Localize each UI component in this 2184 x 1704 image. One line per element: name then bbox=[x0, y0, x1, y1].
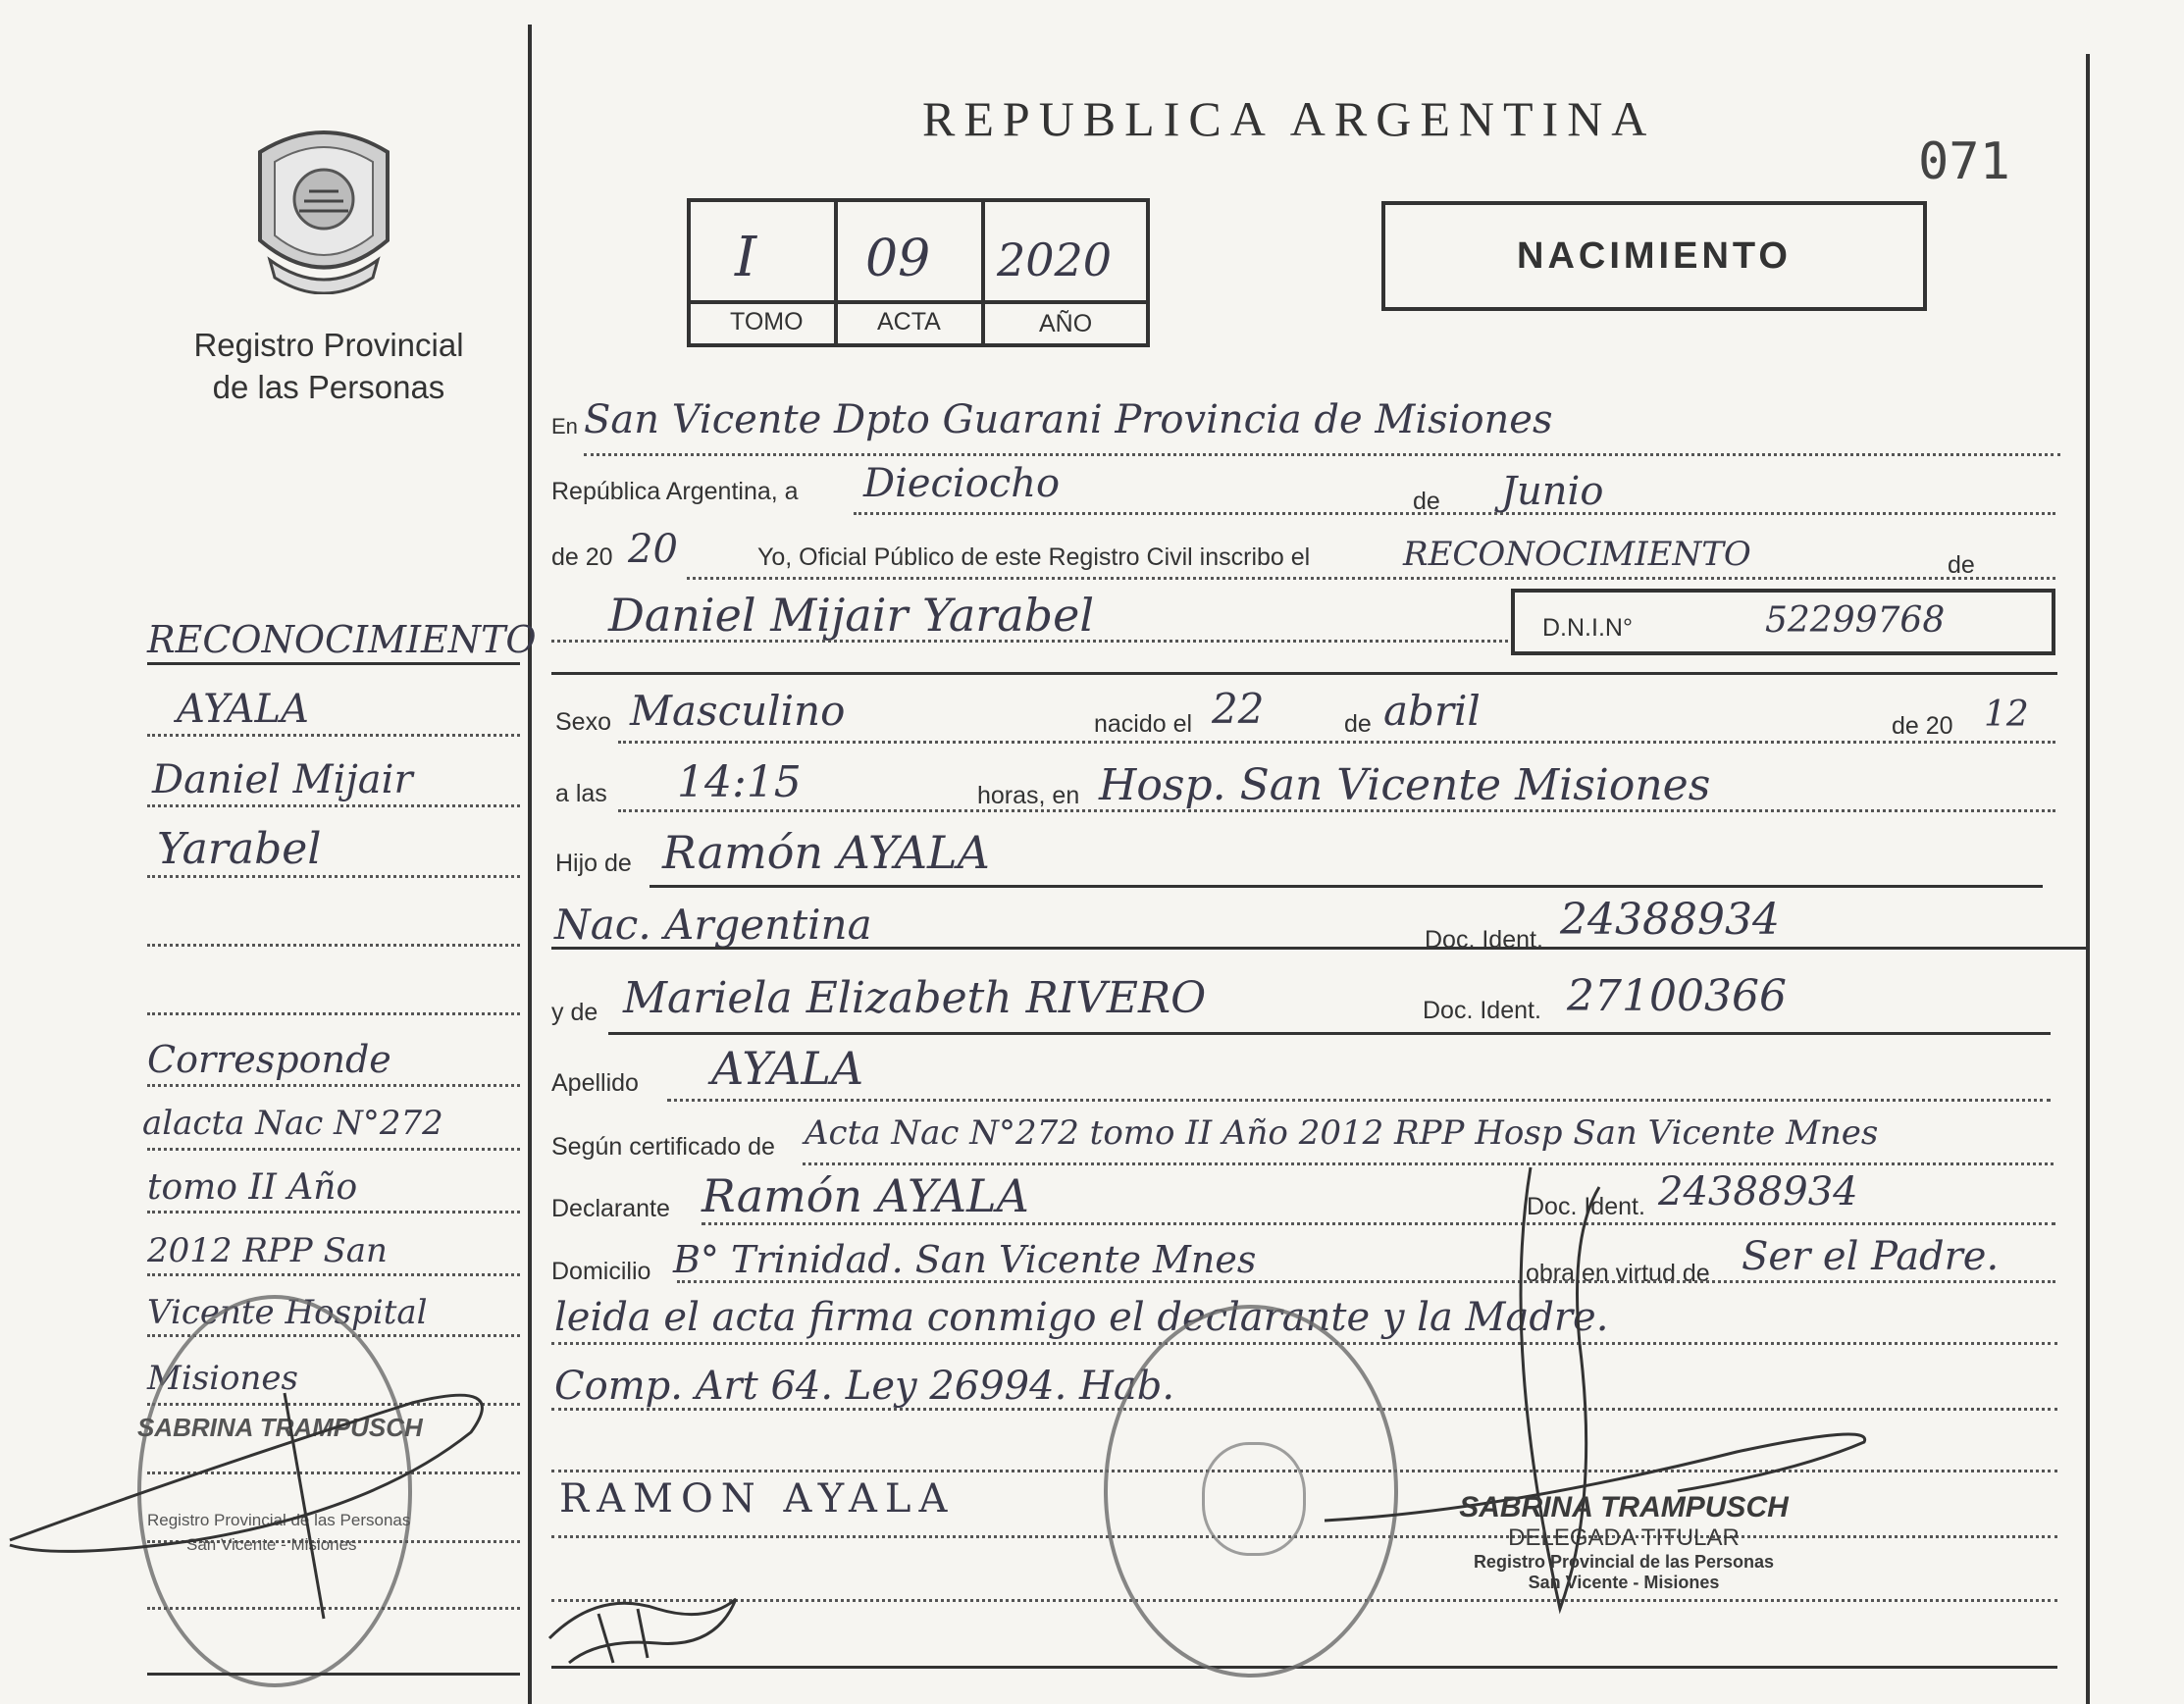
official-stamp bbox=[1418, 1491, 1830, 1593]
de-label-3: de bbox=[1344, 710, 1372, 738]
father-name-value: Ramón AYALA bbox=[662, 826, 990, 879]
corr-line-10 bbox=[147, 1673, 520, 1676]
row2-line bbox=[854, 512, 2055, 515]
margin-line-3 bbox=[147, 804, 520, 807]
extra-line-2: Comp. Art 64. Ley 26994. Hab. bbox=[554, 1364, 1175, 1409]
left-signature-scribble bbox=[0, 1373, 530, 1628]
person-name-value: Daniel Mijair Yarabel bbox=[608, 589, 1095, 642]
row19-line bbox=[551, 1666, 2057, 1669]
corr-line-4 bbox=[147, 1273, 520, 1276]
republica-label: República Argentina, a bbox=[551, 478, 799, 505]
doc-ident-label-2: Doc. Ident. bbox=[1423, 997, 1541, 1024]
de-20-label: de 20 bbox=[1892, 712, 1953, 740]
declarante-signature: RAMON AYALA bbox=[559, 1476, 956, 1522]
margin-note-2: AYALA bbox=[177, 687, 309, 732]
doc-ident-label-3: Doc. Ident. bbox=[1527, 1193, 1645, 1220]
day-value: Dieciocho bbox=[863, 461, 1061, 506]
right-page-border bbox=[2086, 54, 2090, 1704]
apellido-value: AYALA bbox=[711, 1042, 864, 1095]
acta-value: 09 bbox=[865, 230, 931, 288]
declarante-doc-value: 24388934 bbox=[1658, 1169, 1858, 1214]
correspondence-note-6: Misiones bbox=[147, 1359, 298, 1398]
tomo-label: TOMO bbox=[730, 308, 804, 336]
margin-line-4 bbox=[147, 875, 520, 878]
left-stamp-org: Registro Provincial de las Personas bbox=[147, 1511, 411, 1529]
hijo-label: Hijo de bbox=[555, 850, 632, 877]
declarante-value: Ramón AYALA bbox=[702, 1169, 1029, 1222]
anio-label: AÑO bbox=[1039, 310, 1093, 337]
official-place: San Vicente - Misiones bbox=[1528, 1573, 1720, 1592]
official-org: Registro Provincial de las Personas bbox=[1473, 1552, 1775, 1572]
margin-underline-1 bbox=[147, 662, 520, 665]
sexo-label: Sexo bbox=[555, 708, 611, 736]
domicilio-label: Domicilio bbox=[551, 1258, 651, 1285]
province-logo bbox=[250, 123, 397, 294]
registry-title bbox=[147, 324, 510, 408]
document-number: 071 bbox=[1918, 132, 2010, 191]
tomo-value: I bbox=[735, 226, 757, 289]
birth-day-value: 22 bbox=[1212, 685, 1265, 733]
de-label-2: de bbox=[1948, 551, 1975, 579]
de-label-1: de bbox=[1413, 488, 1440, 515]
year-suffix: 20 bbox=[628, 527, 678, 572]
dni-value: 52299768 bbox=[1765, 600, 1946, 641]
row6-line bbox=[618, 809, 2055, 812]
correspondence-note-1: Corresponde bbox=[147, 1038, 391, 1081]
corr-line-3 bbox=[147, 1211, 520, 1213]
registry-line1: Registro Provincial bbox=[193, 327, 464, 363]
segun-label: Según certificado de bbox=[551, 1133, 775, 1161]
doc-ident-label-1: Doc. Ident. bbox=[1425, 926, 1543, 954]
en-label: En bbox=[551, 414, 578, 439]
row7-line bbox=[650, 885, 2043, 888]
row8-line bbox=[551, 947, 2087, 950]
alas-label: a las bbox=[555, 780, 607, 807]
certificate-type: NACIMIENTO bbox=[1517, 234, 1792, 277]
margin-note-3: Daniel Mijair bbox=[152, 757, 413, 802]
row9-line bbox=[608, 1032, 2051, 1035]
de-year-label: de 20 bbox=[551, 543, 613, 571]
left-stamp-place: San Vicente - Misiones bbox=[186, 1535, 357, 1554]
row3-line bbox=[687, 577, 2055, 580]
left-stamp-name: SABRINA TRAMPUSCH bbox=[137, 1413, 423, 1442]
month-value: Junio bbox=[1501, 469, 1604, 514]
birth-year-suffix: 12 bbox=[1984, 695, 2029, 735]
yde-label: y de bbox=[551, 999, 598, 1026]
obra-value: Ser el Padre. bbox=[1742, 1234, 2000, 1279]
registry-line2: de las Personas bbox=[212, 369, 445, 405]
correspondence-note-3: tomo II Año bbox=[147, 1167, 358, 1208]
declarante-label: Declarante bbox=[551, 1195, 670, 1222]
father-nac-value: Nac. Argentina bbox=[554, 901, 872, 949]
dni-label: D.N.I.N° bbox=[1542, 614, 1633, 642]
margin-line-5 bbox=[147, 944, 520, 947]
obra-label: obra en virtud de bbox=[1526, 1260, 1710, 1287]
extra-line-1: leida el acta firma conmigo el declarante y la Madre. bbox=[554, 1295, 1609, 1340]
act-type-value: RECONOCIMIENTO bbox=[1403, 535, 1751, 574]
birth-place-value: Hosp. San Vicente Misiones bbox=[1099, 760, 1711, 810]
seal-emblem bbox=[1202, 1442, 1306, 1556]
birth-time-value: 14:15 bbox=[677, 757, 802, 807]
country-title: REPUBLICA ARGENTINA bbox=[922, 91, 1656, 146]
father-doc-value: 24388934 bbox=[1560, 895, 1780, 945]
apellido-label: Apellido bbox=[551, 1069, 639, 1097]
row4b-line bbox=[551, 672, 2057, 675]
row1-line bbox=[584, 453, 2060, 456]
official-name: SABRINA TRAMPUSCH bbox=[1459, 1491, 1789, 1523]
certificate-type-box bbox=[1381, 201, 1927, 311]
sexo-value: Masculino bbox=[630, 687, 846, 735]
yo-label: Yo, Oficial Público de este Registro Civil inscribo el bbox=[757, 543, 1311, 571]
mother-signature-scribble bbox=[540, 1570, 755, 1678]
place-value: San Vicente Dpto Guarani Provincia de Misiones bbox=[584, 397, 1553, 442]
margin-line-2 bbox=[147, 734, 520, 737]
acta-info-table bbox=[687, 198, 1150, 347]
corr-line-1 bbox=[147, 1084, 520, 1087]
margin-note-4: Yarabel bbox=[157, 824, 322, 874]
row4-line bbox=[551, 640, 1508, 643]
certificado-value: Acta Nac N°272 tomo II Año 2012 RPP Hosp San Vicente Mnes bbox=[805, 1113, 1879, 1153]
dni-box bbox=[1511, 589, 2055, 655]
row5-line bbox=[618, 741, 2055, 744]
anio-value: 2020 bbox=[997, 233, 1113, 286]
corr-line-2 bbox=[147, 1148, 520, 1151]
correspondence-note-5: Vicente Hospital bbox=[147, 1293, 428, 1332]
mother-doc-value: 27100366 bbox=[1567, 971, 1787, 1021]
row10-line bbox=[667, 1099, 2051, 1102]
horas-label: horas, en bbox=[977, 782, 1080, 809]
margin-note-1: RECONOCIMIENTO bbox=[147, 618, 537, 661]
correspondence-note-4: 2012 RPP San bbox=[147, 1231, 388, 1270]
correspondence-note-2: alacta Nac N°272 bbox=[142, 1104, 443, 1143]
official-title: DELEGADA TITULAR bbox=[1508, 1524, 1740, 1551]
mother-name-value: Mariela Elizabeth RIVERO bbox=[623, 973, 1207, 1023]
acta-label: ACTA bbox=[877, 308, 941, 336]
nacido-label: nacido el bbox=[1094, 710, 1193, 738]
birth-month-value: abril bbox=[1383, 687, 1481, 735]
margin-line-6 bbox=[147, 1012, 520, 1015]
domicilio-value: B° Trinidad. San Vicente Mnes bbox=[673, 1238, 1257, 1281]
